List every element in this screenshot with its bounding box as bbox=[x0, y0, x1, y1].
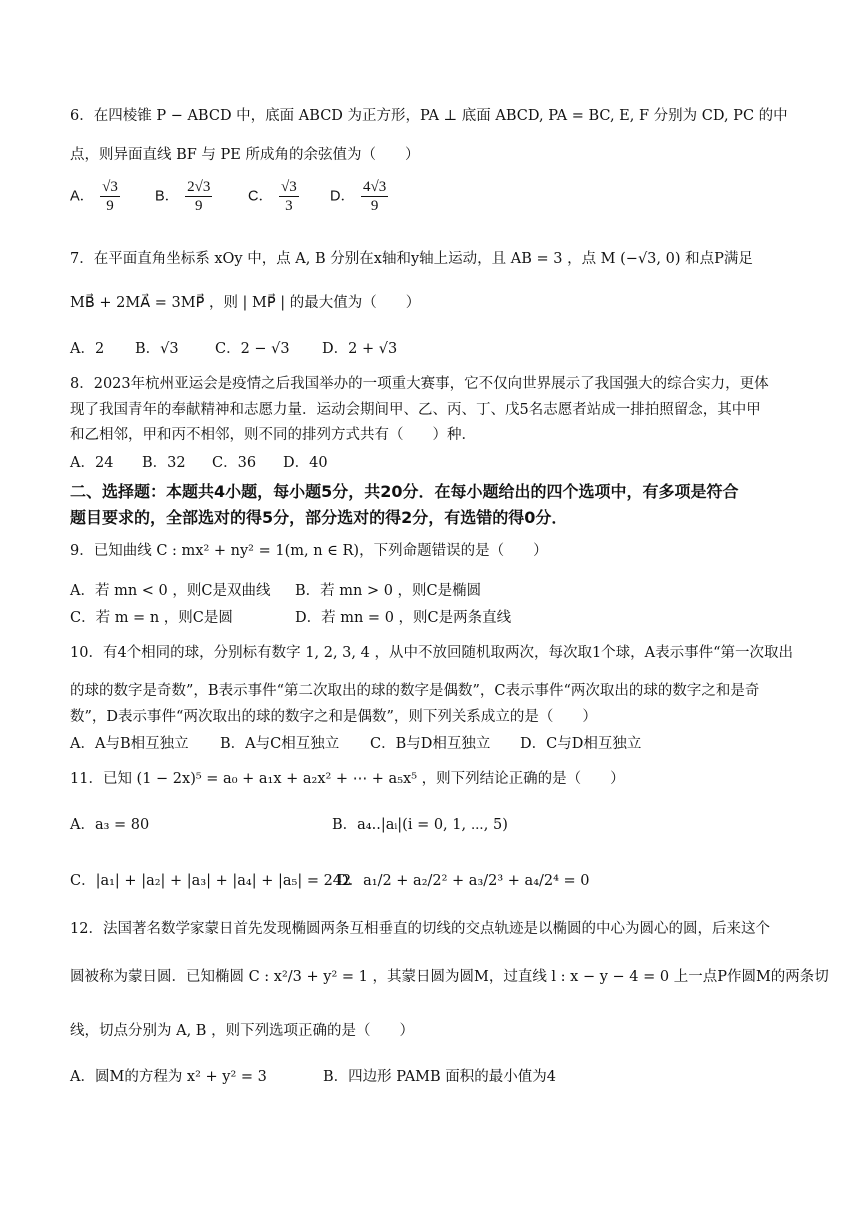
q11-line-1: 11．已知 (1 − 2x)⁵ = a₀ + a₁x + a₂x² + ⋯ + a₅x⁵ ，则下列结论正确的是（ ） bbox=[70, 771, 625, 787]
q7-option-a: A．2 bbox=[70, 341, 105, 357]
q6-option-a: A． $\frac{√3}{9}$ bbox=[70, 179, 118, 214]
q8-option-d: D．40 bbox=[283, 455, 328, 471]
q10-option-c: C．B与D相互独立 bbox=[370, 736, 491, 752]
q10-line-2: 的球的数字是奇数”，B表示事件“第二次取出的球的数字是偶数”，C表示事件“两次取出的球的数字之和是奇 bbox=[70, 683, 760, 699]
q11-option-d: D．a₁/2 + a₂/2² + a₃/2³ + a₄/2⁴ = 0 bbox=[337, 873, 590, 889]
q8-option-b: B．32 bbox=[142, 455, 186, 471]
q10-option-b: B．A与C相互独立 bbox=[220, 736, 340, 752]
q8-line-3: 和乙相邻，甲和丙不相邻，则不同的排列方式共有（ ）种． bbox=[70, 427, 476, 443]
q9-option-a: A．若 mn < 0 ，则C是双曲线 bbox=[70, 583, 271, 599]
q7-option-d: D．2 + √3 bbox=[322, 341, 398, 357]
q9-option-b: B．若 mn > 0 ，则C是椭圆 bbox=[295, 583, 482, 599]
q6-option-c: C． $\frac{√3}{3}$ bbox=[248, 179, 297, 214]
section-2-heading-line-2: 题目要求的，全部选对的得5分，部分选对的得2分，有选错的得0分． bbox=[70, 508, 568, 527]
q6-option-b: B． $\frac{2√3}{9}$ bbox=[155, 179, 211, 214]
section-2-heading-line-1: 二、选择题：本题共4小题，每小题5分，共20分．在每小题给出的四个选项中，有多项是符合 bbox=[70, 482, 739, 501]
q12-option-a: A．圆M的方程为 x² + y² = 3 bbox=[70, 1069, 267, 1085]
q7-line-2: MB⃗ + 2MA⃗ = 3MP⃗ ，则 | MP⃗ | 的最大值为（ ） bbox=[70, 295, 421, 311]
q11-option-b: B．a₄..|aᵢ|(i = 0, 1, ⋯, 5) bbox=[332, 817, 508, 833]
q10-option-d: D．C与D相互独立 bbox=[520, 736, 642, 752]
q8-option-c: C．36 bbox=[212, 455, 257, 471]
q7-option-c: C．2 − √3 bbox=[215, 341, 290, 357]
q9-option-c: C．若 m = n ，则C是圆 bbox=[70, 610, 233, 626]
q12-line-3: 线，切点分别为 A, B ，则下列选项正确的是（ ） bbox=[70, 1023, 415, 1039]
q7-option-b: B．√3 bbox=[135, 341, 179, 357]
q12-option-b: B．四边形 PAMB 面积的最小值为4 bbox=[323, 1069, 556, 1085]
q10-option-a: A．A与B相互独立 bbox=[70, 736, 189, 752]
q6-option-d: D． $\frac{4√3}{9}$ bbox=[330, 179, 387, 214]
q10-line-3: 数”，D表示事件“两次取出的球的数字之和是偶数”，则下列关系成立的是（ ） bbox=[70, 709, 597, 725]
q8-option-a: A．24 bbox=[70, 455, 114, 471]
q9-line-1: 9．已知曲线 C : mx² + ny² = 1(m, n ∈ R)，下列命题错误的是（ ） bbox=[70, 543, 548, 559]
q11-option-a: A．a₃ = 80 bbox=[70, 817, 150, 833]
q9-option-d: D．若 mn = 0 ，则C是两条直线 bbox=[295, 610, 512, 626]
q12-line-2: 圆被称为蒙日圆．已知椭圆 C : x²/3 + y² = 1 ，其蒙日圆为圆M，过直线 l : x − y − 4 = 0 上一点P作圆M的两条切 bbox=[70, 969, 829, 985]
q6-line-2: 点，则异面直线 BF 与 PE 所成角的余弦值为（ ） bbox=[70, 147, 420, 163]
q10-line-1: 10．有4个相同的球，分别标有数字 1, 2, 3, 4 ，从中不放回随机取两次，每次取1个球，A表示事件“第一次取出 bbox=[70, 645, 794, 661]
q8-line-2: 现了我国青年的奉献精神和志愿力量．运动会期间甲、乙、丙、丁、戊5名志愿者站成一排拍照留念，其中甲 bbox=[70, 402, 761, 418]
q8-line-1: 8．2023年杭州亚运会是疫情之后我国举办的一项重大赛事，它不仅向世界展示了我国强大的综合实力，更体 bbox=[70, 376, 769, 392]
q11-option-c: C．|a₁| + |a₂| + |a₃| + |a₄| + |a₅| = 242 bbox=[70, 873, 352, 889]
q12-line-1: 12．法国著名数学家蒙日首先发现椭圆两条互相垂直的切线的交点轨迹是以椭圆的中心为圆心的圆，后来这个 bbox=[70, 921, 770, 937]
q6-line-1: 6．在四棱锥 P − ABCD 中，底面 ABCD 为正方形，PA ⊥ 底面 ABCD, PA = BC, E, F 分别为 CD, PC 的中 bbox=[70, 108, 788, 124]
q7-line-1: 7．在平面直角坐标系 xOy 中，点 A, B 分别在x轴和y轴上运动，且 AB = 3 ，点 M (−√3, 0) 和点P满足 bbox=[70, 251, 753, 267]
